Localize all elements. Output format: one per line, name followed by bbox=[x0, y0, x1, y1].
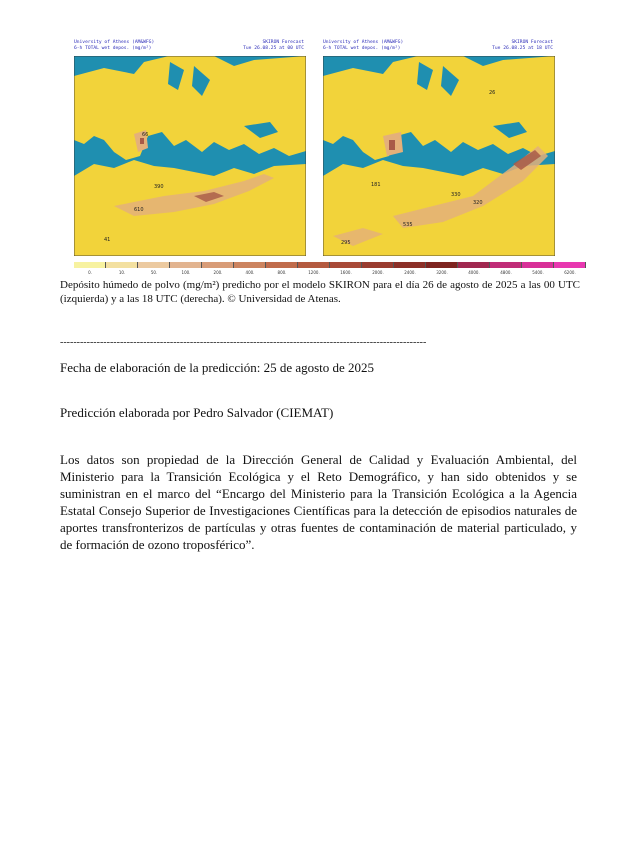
scale-swatch bbox=[362, 262, 394, 268]
scale-label: 100. bbox=[181, 270, 191, 275]
scale-label: 800. bbox=[277, 270, 287, 275]
map-header-model: SKIRON Forecast bbox=[262, 40, 304, 45]
map-header-institution: University of Athens (AM&WFG) bbox=[74, 40, 155, 45]
map-value-label: 535 bbox=[403, 222, 413, 228]
scale-swatch bbox=[234, 262, 266, 268]
map-header-time: Tue 26.08.25 at 18 UTC bbox=[492, 45, 553, 51]
scale-swatch bbox=[554, 262, 586, 268]
map-value-label: 66 bbox=[142, 132, 149, 138]
map-header-time: Tue 26.08.25 at 00 UTC bbox=[243, 45, 304, 51]
map-header-model: SKIRON Forecast bbox=[511, 40, 553, 45]
scale-label: 3200. bbox=[436, 270, 448, 275]
map-value-label: 610 bbox=[134, 207, 144, 213]
scale-label: 2400. bbox=[404, 270, 416, 275]
scale-label: 50. bbox=[150, 270, 158, 275]
data-ownership-statement: Los datos son propiedad de la Dirección General de Calidad y Evaluación Ambiental, del Ministerio para la Transición Ecológica y el Reto Demográfico, y han sido obtenidos y se suministran en el marco del “Encargo del Ministerio para la Transición Ecológica a la Agencia Estatal Consejo Superior de Investigaciones Científicas para la detección de episodios naturales de aportes transfronterizos de partículas y otras fuentes de contaminación de material particulado, y de formación de ozono troposférico”. bbox=[60, 452, 577, 552]
scale-swatch bbox=[266, 262, 298, 268]
scale-swatch bbox=[522, 262, 554, 268]
scale-swatch bbox=[170, 262, 202, 268]
scale-swatch bbox=[74, 262, 106, 268]
map-value-label: 26 bbox=[489, 90, 496, 96]
scale-swatch bbox=[202, 262, 234, 268]
scale-label: 400. bbox=[245, 270, 255, 275]
scale-label: 5400. bbox=[532, 270, 544, 275]
scale-swatch bbox=[330, 262, 362, 268]
dust-deposition-map bbox=[323, 56, 555, 256]
color-scale-labels bbox=[74, 270, 586, 276]
scale-label: 4000. bbox=[468, 270, 480, 275]
scale-label: 2000. bbox=[372, 270, 384, 275]
map-value-label: 181 bbox=[371, 182, 381, 188]
separator-line: -------------------------------------------------------------------------------------------------------------- bbox=[60, 337, 427, 348]
scale-label: 0. bbox=[88, 270, 92, 275]
scale-label: 1600. bbox=[340, 270, 352, 275]
map-header-institution: University of Athens (AM&WFG) bbox=[323, 40, 404, 45]
scale-swatch bbox=[490, 262, 522, 268]
scale-label: 200. bbox=[213, 270, 223, 275]
map-header-variable: 6-h TOTAL wet depos. (mg/m²) bbox=[323, 45, 401, 51]
scale-swatch bbox=[394, 262, 426, 268]
scale-swatch bbox=[426, 262, 458, 268]
forecast-author: Predicción elaborada por Pedro Salvador (CIEMAT) bbox=[60, 405, 334, 420]
scale-label: 6200. bbox=[564, 270, 576, 275]
scale-label: 10. bbox=[118, 270, 126, 275]
figure-caption: Depósito húmedo de polvo (mg/m²) predicho por el modelo SKIRON para el día 26 de agosto de 2025 a las 00 UTC (izquierda) y a las 18 UTC (derecha). © Universidad de Atenas. bbox=[60, 279, 580, 305]
scale-swatch bbox=[298, 262, 330, 268]
dust-deposition-map bbox=[74, 56, 306, 256]
scale-swatch bbox=[138, 262, 170, 268]
map-value-label: 41 bbox=[104, 237, 111, 243]
forecast-date: Fecha de elaboración de la predicción: 25 de agosto de 2025 bbox=[60, 360, 375, 375]
map-value-label: 390 bbox=[154, 184, 164, 190]
map-value-label: 330 bbox=[451, 192, 461, 198]
map-header bbox=[70, 38, 308, 56]
dust-map-figure-18utc bbox=[319, 38, 557, 260]
map-header bbox=[319, 38, 557, 56]
map-header-variable: 6-h TOTAL wet depos. (mg/m²) bbox=[74, 45, 152, 51]
scale-label: 4800. bbox=[500, 270, 512, 275]
scale-label: 1200. bbox=[308, 270, 320, 275]
scale-swatch bbox=[106, 262, 138, 268]
map-value-label: 295 bbox=[341, 240, 351, 246]
map-value-label: 320 bbox=[473, 200, 483, 206]
scale-swatch bbox=[458, 262, 490, 268]
dust-map-figure-00utc bbox=[70, 38, 308, 260]
